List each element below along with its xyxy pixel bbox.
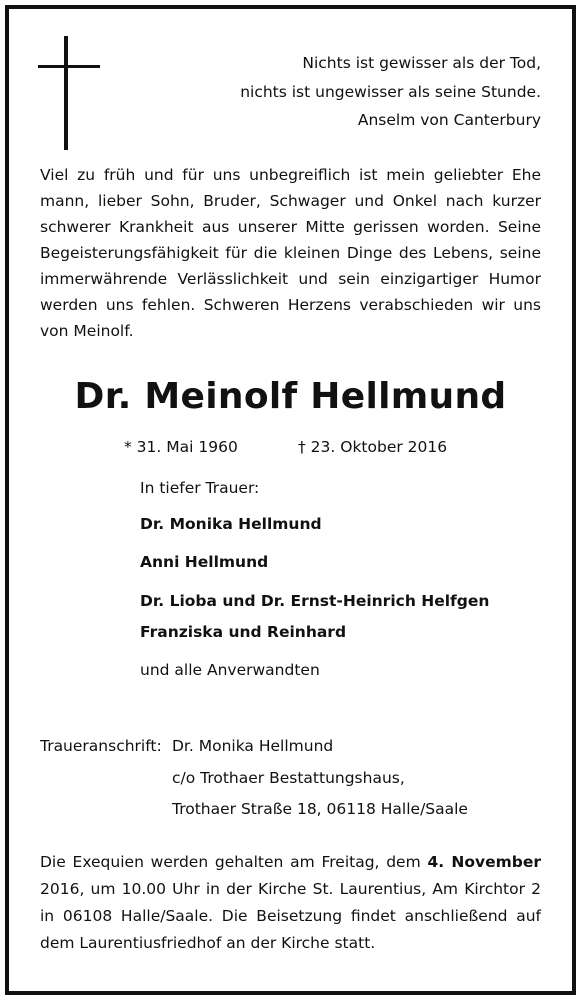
mourner-name: Anni Hellmund: [140, 553, 269, 571]
mourners-heading: In tiefer Trauer:: [140, 479, 260, 497]
address-label: Traueranschrift:: [40, 737, 162, 755]
deceased-name: Dr. Meinolf Hellmund: [74, 376, 507, 417]
intro-line: mann, lieber Sohn, Bruder, Schwager und Onkel nach kurzer: [40, 192, 541, 210]
birth-date: * 31. Mai 1960: [124, 438, 238, 456]
address-line: c/o Trothaer Bestattungshaus,: [172, 769, 405, 787]
quote-line: Nichts ist gewisser als der Tod,: [302, 54, 541, 72]
intro-line: wir uns von Meinolf.: [40, 296, 541, 340]
intro-line: Humor werden uns fehlen. Schweren Herzens verabschieden: [40, 270, 541, 314]
service-text: 2016, um 10.00 Uhr in der Kirche St. Laurentius, Am Kirchtor 2 in 06108 Halle/Saale. Die Beisetzung findet anschließend auf dem Laurentiusfriedhof an der Kirche statt.: [40, 880, 541, 952]
mourner-name: Dr. Monika Hellmund: [140, 515, 322, 533]
quote-line: nichts ist ungewisser als seine Stunde.: [240, 82, 541, 101]
obituary-frame: [5, 5, 576, 995]
quote: [240, 49, 541, 135]
address-line: Dr. Monika Hellmund: [172, 737, 334, 755]
mourner-name: Franziska und Reinhard: [140, 623, 347, 641]
intro-line: Begeisterungsfähigkeit für die kleinen Dinge des Lebens,: [40, 244, 500, 262]
service-date: 4. November: [427, 853, 541, 871]
intro-line: seine immerwährende Verlässlichkeit und sein einzigartiger: [40, 244, 541, 288]
intro-line: schwerer Krankheit aus unserer Mitte gerissen worden. Seine: [40, 218, 541, 236]
address-line: Trothaer Straße 18, 06118 Halle/Saale: [172, 800, 468, 818]
death-date: † 23. Oktober 2016: [298, 438, 448, 456]
service-text: Die Exequien werden gehalten am Freitag, dem: [40, 853, 428, 871]
intro-text: [40, 162, 541, 344]
quote-author: Anselm von Canterbury: [357, 111, 541, 129]
mourners-closing: und alle Anverwandten: [140, 661, 320, 679]
mourner-name: Dr. Lioba und Dr. Ernst-Heinrich Helfgen: [140, 592, 490, 610]
intro-line: Viel zu früh und für uns unbegreiflich ist mein geliebter Ehe: [40, 166, 541, 184]
service-info: [40, 849, 541, 957]
